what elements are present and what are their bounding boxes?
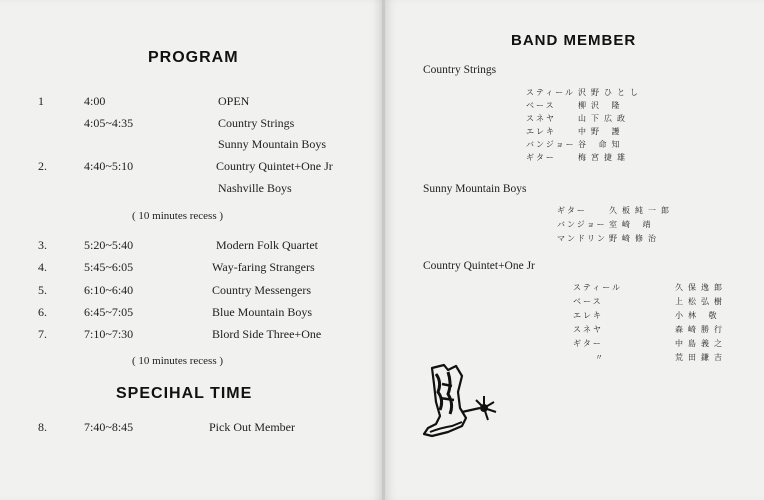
page-fold: [382, 0, 385, 500]
member-instrument: エレキ: [526, 127, 556, 136]
band-name: Country Quintet+One Jr: [423, 260, 535, 272]
member-instrument: 〃: [595, 353, 605, 362]
member-name: 久保逸郎: [675, 283, 727, 292]
row-time: 6:45~7:05: [84, 305, 134, 319]
row-number: 6.: [38, 305, 47, 319]
row-act: OPEN: [218, 94, 250, 108]
row-number: 5.: [38, 283, 47, 297]
member-row: [573, 338, 727, 349]
member-name: 谷 命知: [578, 140, 625, 149]
member-name: 柳沢 隆: [578, 101, 625, 110]
member-instrument: バンジョー: [557, 220, 607, 229]
row-act: Country Strings: [218, 116, 295, 130]
member-row: [557, 205, 674, 216]
member-name: 梅宮捷雄: [578, 153, 630, 162]
row-number: 4.: [38, 260, 47, 274]
row-time: 4:40~5:10: [84, 159, 134, 173]
member-instrument: ベース: [526, 101, 556, 110]
recess-note: ( 10 minutes recess ): [132, 355, 224, 367]
row-time: 7:40~8:45: [84, 420, 134, 434]
member-row: [573, 324, 727, 335]
member-row: [526, 113, 630, 124]
row-act: Country Quintet+One Jr: [216, 159, 333, 173]
member-instrument: ベース: [573, 297, 603, 306]
row-number: 7.: [38, 327, 47, 341]
recess-note: ( 10 minutes recess ): [132, 210, 224, 222]
member-row: [557, 219, 656, 230]
member-row: [557, 233, 661, 244]
row-time: 5:20~5:40: [84, 238, 134, 252]
row-act: Country Messengers: [212, 283, 311, 297]
member-instrument: マンドリン: [557, 234, 607, 243]
special-title: SPECIHAL TIME: [116, 385, 253, 402]
program-title: PROGRAM: [148, 49, 239, 66]
member-instrument: スネヤ: [526, 114, 556, 123]
row-act: Way-faring Strangers: [212, 260, 315, 274]
row-time: 4:05~4:35: [84, 116, 134, 130]
member-name: 中野 護: [578, 127, 625, 136]
cowboy-boot-icon: [418, 362, 508, 444]
member-name: 沢野ひとし: [578, 88, 643, 97]
row-number: 8.: [38, 420, 47, 434]
member-row: [526, 126, 625, 137]
member-name: 野崎修治: [609, 234, 661, 243]
member-instrument: エレキ: [573, 311, 603, 320]
member-row: [526, 152, 630, 163]
row-number: 2.: [38, 159, 47, 173]
member-instrument: バンジョー: [526, 140, 576, 149]
row-act: Nashville Boys: [218, 181, 292, 195]
member-instrument: ギター: [557, 206, 587, 215]
member-name: 山下広政: [578, 114, 630, 123]
band-name: Sunny Mountain Boys: [423, 183, 527, 195]
member-name: 中島義之: [675, 339, 727, 348]
member-instrument: スティール: [573, 283, 623, 292]
member-instrument: スネヤ: [573, 325, 603, 334]
row-number: 1: [38, 94, 44, 108]
member-row: [573, 296, 727, 307]
row-act: Pick Out Member: [209, 420, 295, 434]
member-name: 小林 敬: [675, 311, 722, 320]
member-instrument: ギター: [573, 339, 603, 348]
row-act: Sunny Mountain Boys: [218, 137, 327, 151]
band-name: Country Strings: [423, 64, 497, 76]
member-row: [526, 139, 625, 150]
member-name: 森崎勝行: [675, 325, 727, 334]
row-act: Blue Mountain Boys: [212, 305, 313, 319]
row-act: Blord Side Three+One: [212, 327, 322, 341]
member-name: 久板純一郎: [609, 206, 674, 215]
member-name: 上松弘樹: [675, 297, 727, 306]
member-name: 荒田鎌吉: [675, 353, 727, 362]
member-instrument: スティール: [526, 88, 576, 97]
row-act: Modern Folk Quartet: [216, 238, 318, 252]
member-row: [526, 100, 625, 111]
band-member-title: BAND MEMBER: [511, 32, 637, 49]
member-row: [573, 310, 722, 321]
row-time: 4:00: [84, 94, 106, 108]
member-name: 室崎 靖: [609, 220, 656, 229]
row-time: 7:10~7:30: [84, 327, 134, 341]
member-instrument: ギター: [526, 153, 556, 162]
member-row: [573, 352, 727, 363]
row-number: 3.: [38, 238, 47, 252]
member-row: [573, 282, 727, 293]
member-row: [526, 87, 643, 98]
row-time: 5:45~6:05: [84, 260, 134, 274]
row-time: 6:10~6:40: [84, 283, 134, 297]
